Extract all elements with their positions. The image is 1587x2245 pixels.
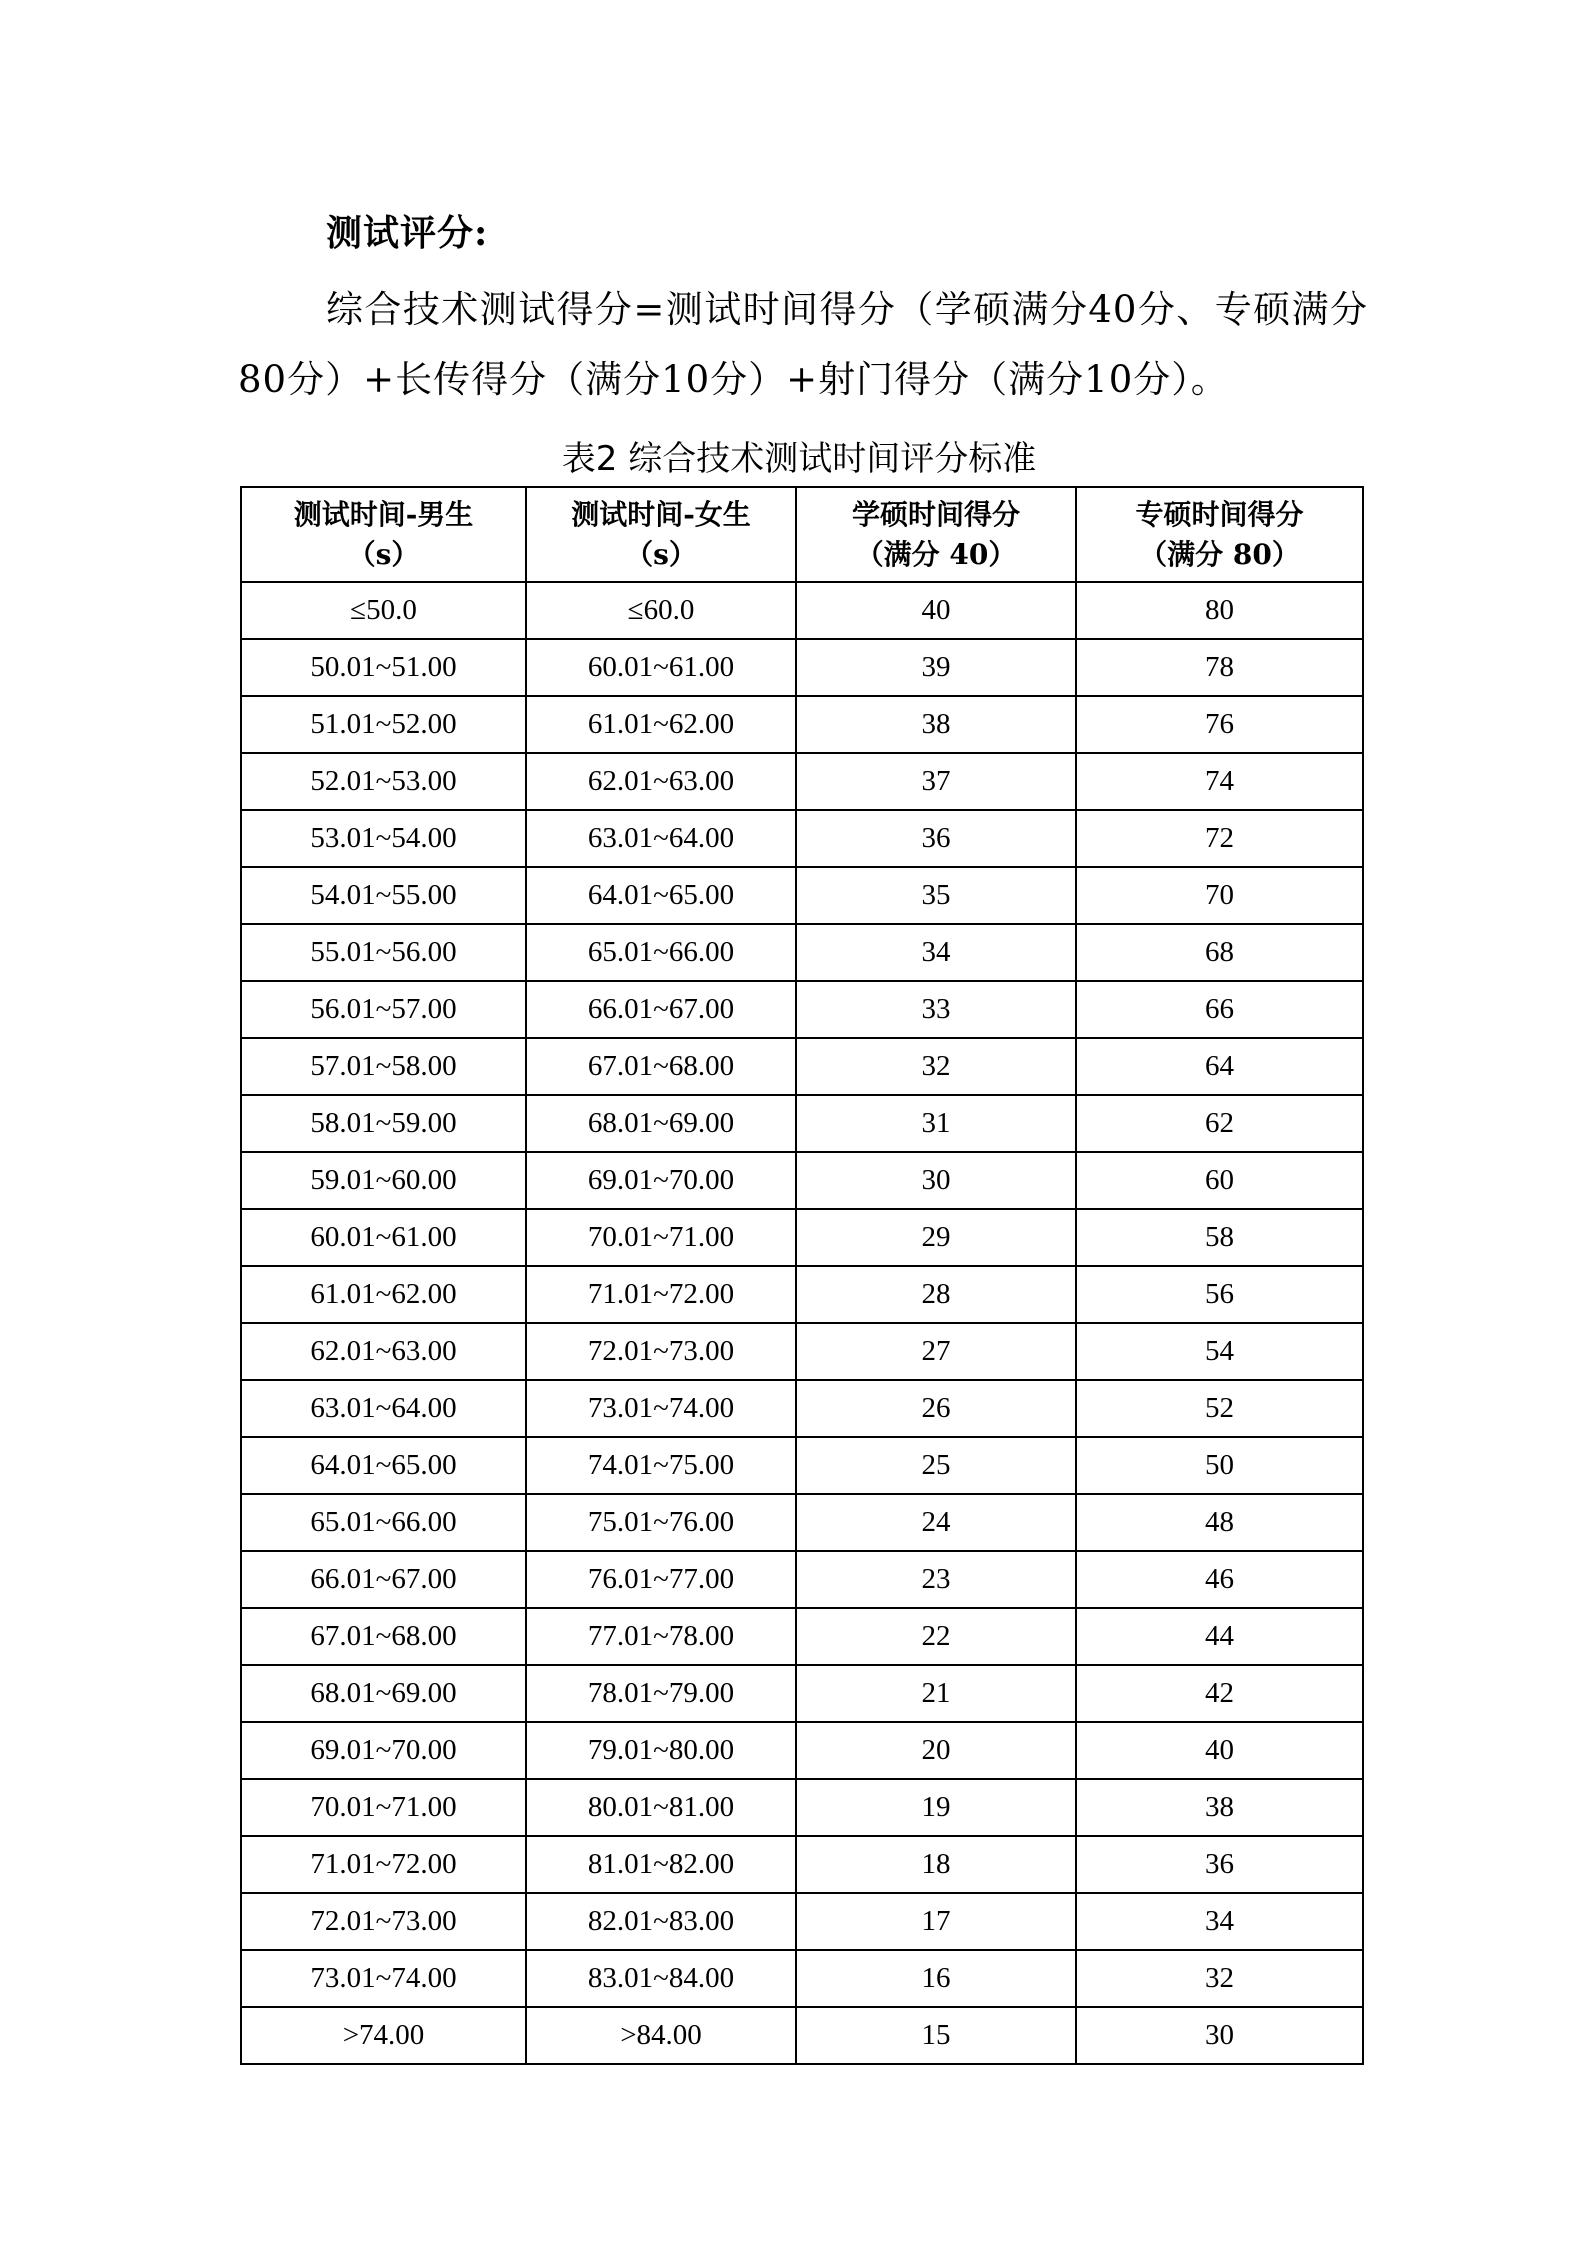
academic-score-cell: 31	[796, 1095, 1076, 1152]
male-time-cell: >74.00	[241, 2007, 526, 2064]
table-row	[241, 1836, 1363, 1893]
table-row	[241, 582, 1363, 639]
professional-score-cell: 74	[1076, 753, 1363, 810]
male-time-cell: 62.01~63.00	[241, 1323, 526, 1380]
header-line: 测试时间-男生	[293, 497, 474, 531]
professional-score-cell: 54	[1076, 1323, 1363, 1380]
table-row	[241, 924, 1363, 981]
male-time-cell: 57.01~58.00	[241, 1038, 526, 1095]
table-row	[241, 2007, 1363, 2064]
academic-score-cell: 19	[796, 1779, 1076, 1836]
time-score-table	[240, 486, 1364, 2065]
table-row	[241, 981, 1363, 1038]
professional-score-cell: 76	[1076, 696, 1363, 753]
academic-score-cell: 35	[796, 867, 1076, 924]
header-professional-score	[1076, 487, 1363, 582]
female-time-cell: 77.01~78.00	[526, 1608, 796, 1665]
table-caption: 表2 综合技术测试时间评分标准	[561, 439, 1037, 479]
female-time-cell: 60.01~61.00	[526, 639, 796, 696]
table-row	[241, 1494, 1363, 1551]
table-row	[241, 1209, 1363, 1266]
table-row	[241, 1551, 1363, 1608]
academic-score-cell: 23	[796, 1551, 1076, 1608]
professional-score-cell: 42	[1076, 1665, 1363, 1722]
male-time-cell: 69.01~70.00	[241, 1722, 526, 1779]
table-row	[241, 1095, 1363, 1152]
table-row	[241, 1323, 1363, 1380]
professional-score-cell: 46	[1076, 1551, 1363, 1608]
male-time-cell: 61.01~62.00	[241, 1266, 526, 1323]
professional-score-cell: 58	[1076, 1209, 1363, 1266]
academic-score-cell: 21	[796, 1665, 1076, 1722]
male-time-cell: 60.01~61.00	[241, 1209, 526, 1266]
header-male-time	[241, 487, 526, 582]
male-time-cell: ≤50.0	[241, 582, 526, 639]
male-time-cell: 52.01~53.00	[241, 753, 526, 810]
female-time-cell: 70.01~71.00	[526, 1209, 796, 1266]
male-time-cell: 71.01~72.00	[241, 1836, 526, 1893]
professional-score-cell: 32	[1076, 1950, 1363, 2007]
header-line: 测试时间-女生	[571, 497, 751, 531]
professional-score-cell: 48	[1076, 1494, 1363, 1551]
academic-score-cell: 28	[796, 1266, 1076, 1323]
table-row	[241, 1722, 1363, 1779]
male-time-cell: 67.01~68.00	[241, 1608, 526, 1665]
female-time-cell: 71.01~72.00	[526, 1266, 796, 1323]
table-row	[241, 1950, 1363, 2007]
header-unit: （满分 40）	[855, 537, 1017, 571]
male-time-cell: 51.01~52.00	[241, 696, 526, 753]
professional-score-cell: 80	[1076, 582, 1363, 639]
table-body	[241, 582, 1363, 2064]
header-female-time	[526, 487, 796, 582]
academic-score-cell: 26	[796, 1380, 1076, 1437]
professional-score-cell: 36	[1076, 1836, 1363, 1893]
male-time-cell: 65.01~66.00	[241, 1494, 526, 1551]
academic-score-cell: 27	[796, 1323, 1076, 1380]
male-time-cell: 73.01~74.00	[241, 1950, 526, 2007]
academic-score-cell: 32	[796, 1038, 1076, 1095]
male-time-cell: 72.01~73.00	[241, 1893, 526, 1950]
academic-score-cell: 34	[796, 924, 1076, 981]
table-row	[241, 639, 1363, 696]
female-time-cell: 83.01~84.00	[526, 1950, 796, 2007]
professional-score-cell: 70	[1076, 867, 1363, 924]
academic-score-cell: 20	[796, 1722, 1076, 1779]
academic-score-cell: 24	[796, 1494, 1076, 1551]
academic-score-cell: 37	[796, 753, 1076, 810]
table-row	[241, 1665, 1363, 1722]
female-time-cell: 72.01~73.00	[526, 1323, 796, 1380]
professional-score-cell: 78	[1076, 639, 1363, 696]
header-unit: （s）	[625, 537, 697, 571]
male-time-cell: 53.01~54.00	[241, 810, 526, 867]
table-row	[241, 1779, 1363, 1836]
female-time-cell: 79.01~80.00	[526, 1722, 796, 1779]
table-row	[241, 810, 1363, 867]
male-time-cell: 68.01~69.00	[241, 1665, 526, 1722]
male-time-cell: 55.01~56.00	[241, 924, 526, 981]
academic-score-cell: 38	[796, 696, 1076, 753]
professional-score-cell: 44	[1076, 1608, 1363, 1665]
female-time-cell: ≤60.0	[526, 582, 796, 639]
academic-score-cell: 40	[796, 582, 1076, 639]
female-time-cell: 65.01~66.00	[526, 924, 796, 981]
academic-score-cell: 29	[796, 1209, 1076, 1266]
professional-score-cell: 60	[1076, 1152, 1363, 1209]
female-time-cell: 80.01~81.00	[526, 1779, 796, 1836]
male-time-cell: 56.01~57.00	[241, 981, 526, 1038]
scoring-formula-paragraph: 综合技术测试得分=测试时间得分（学硕满分40分、专硕满分80分）+长传得分（满分10分）+射门得分（满分10分）。	[238, 288, 1368, 401]
professional-score-cell: 40	[1076, 1722, 1363, 1779]
table-row	[241, 1266, 1363, 1323]
male-time-cell: 64.01~65.00	[241, 1437, 526, 1494]
academic-score-cell: 39	[796, 639, 1076, 696]
header-unit: （满分 80）	[1139, 537, 1300, 571]
academic-score-cell: 18	[796, 1836, 1076, 1893]
professional-score-cell: 64	[1076, 1038, 1363, 1095]
female-time-cell: 63.01~64.00	[526, 810, 796, 867]
female-time-cell: 69.01~70.00	[526, 1152, 796, 1209]
male-time-cell: 58.01~59.00	[241, 1095, 526, 1152]
female-time-cell: 61.01~62.00	[526, 696, 796, 753]
female-time-cell: 73.01~74.00	[526, 1380, 796, 1437]
professional-score-cell: 56	[1076, 1266, 1363, 1323]
table-row	[241, 1152, 1363, 1209]
academic-score-cell: 15	[796, 2007, 1076, 2064]
male-time-cell: 54.01~55.00	[241, 867, 526, 924]
academic-score-cell: 33	[796, 981, 1076, 1038]
header-unit: （s）	[347, 537, 420, 571]
female-time-cell: 67.01~68.00	[526, 1038, 796, 1095]
table-row	[241, 1380, 1363, 1437]
header-line: 学硕时间得分	[851, 497, 1020, 531]
female-time-cell: 62.01~63.00	[526, 753, 796, 810]
header-academic-score	[796, 487, 1076, 582]
professional-score-cell: 50	[1076, 1437, 1363, 1494]
table-row	[241, 696, 1363, 753]
professional-score-cell: 62	[1076, 1095, 1363, 1152]
male-time-cell: 66.01~67.00	[241, 1551, 526, 1608]
table-row	[241, 753, 1363, 810]
academic-score-cell: 22	[796, 1608, 1076, 1665]
table-row	[241, 867, 1363, 924]
female-time-cell: 68.01~69.00	[526, 1095, 796, 1152]
table-row	[241, 1608, 1363, 1665]
table-row	[241, 1893, 1363, 1950]
academic-score-cell: 16	[796, 1950, 1076, 2007]
professional-score-cell: 68	[1076, 924, 1363, 981]
section-heading: 测试评分:	[326, 212, 489, 254]
male-time-cell: 59.01~60.00	[241, 1152, 526, 1209]
table-row	[241, 1437, 1363, 1494]
professional-score-cell: 34	[1076, 1893, 1363, 1950]
female-time-cell: 82.01~83.00	[526, 1893, 796, 1950]
female-time-cell: 75.01~76.00	[526, 1494, 796, 1551]
female-time-cell: >84.00	[526, 2007, 796, 2064]
male-time-cell: 50.01~51.00	[241, 639, 526, 696]
female-time-cell: 76.01~77.00	[526, 1551, 796, 1608]
female-time-cell: 74.01~75.00	[526, 1437, 796, 1494]
header-row	[241, 487, 1363, 582]
professional-score-cell: 52	[1076, 1380, 1363, 1437]
academic-score-cell: 36	[796, 810, 1076, 867]
academic-score-cell: 30	[796, 1152, 1076, 1209]
header-line: 专硕时间得分	[1135, 497, 1304, 531]
female-time-cell: 66.01~67.00	[526, 981, 796, 1038]
table-row	[241, 1038, 1363, 1095]
table-header	[241, 487, 1363, 582]
professional-score-cell: 72	[1076, 810, 1363, 867]
academic-score-cell: 25	[796, 1437, 1076, 1494]
professional-score-cell: 30	[1076, 2007, 1363, 2064]
professional-score-cell: 66	[1076, 981, 1363, 1038]
female-time-cell: 81.01~82.00	[526, 1836, 796, 1893]
female-time-cell: 64.01~65.00	[526, 867, 796, 924]
academic-score-cell: 17	[796, 1893, 1076, 1950]
female-time-cell: 78.01~79.00	[526, 1665, 796, 1722]
professional-score-cell: 38	[1076, 1779, 1363, 1836]
male-time-cell: 70.01~71.00	[241, 1779, 526, 1836]
male-time-cell: 63.01~64.00	[241, 1380, 526, 1437]
